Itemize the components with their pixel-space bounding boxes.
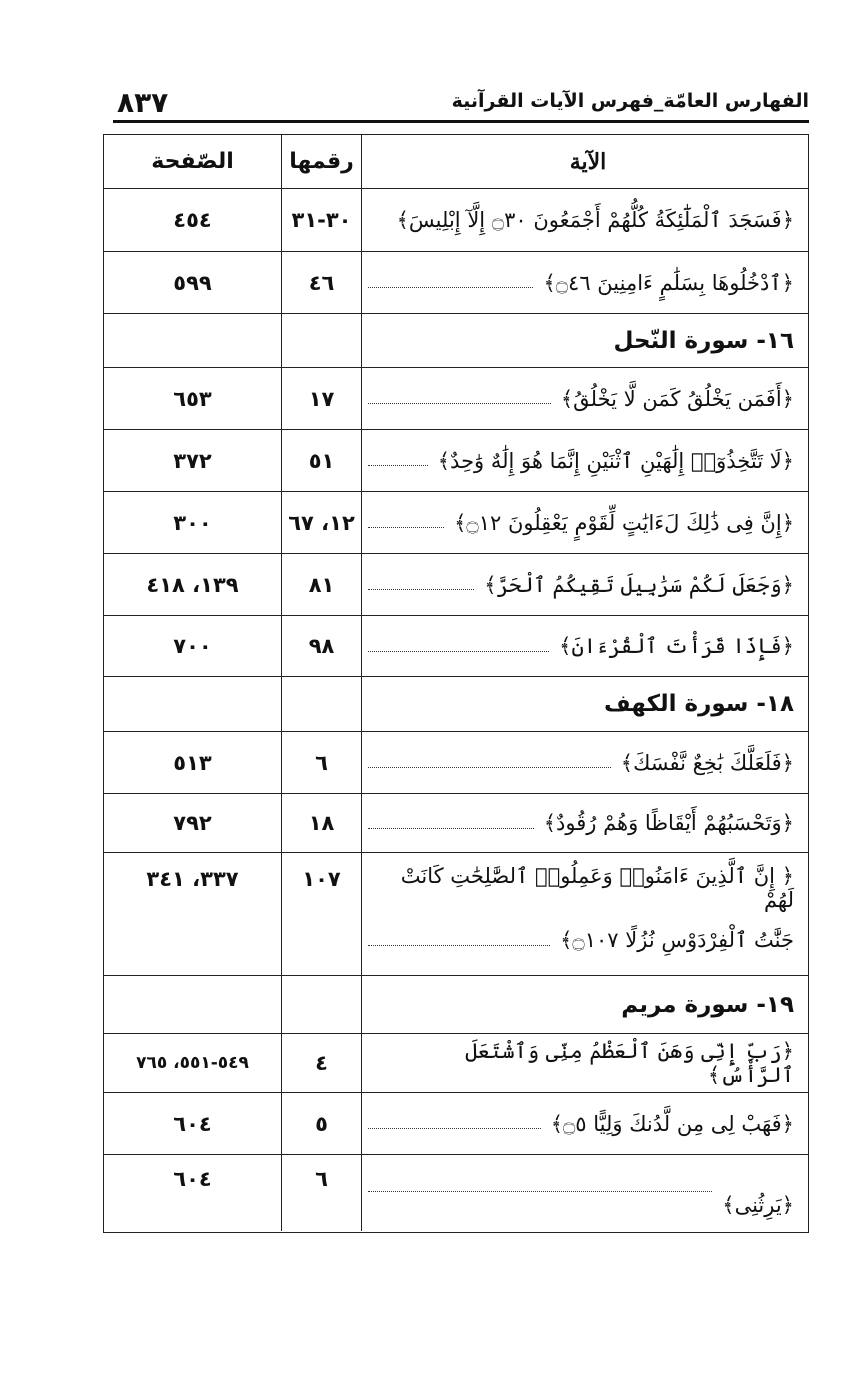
verse-number-cell: ٥١ xyxy=(281,430,362,491)
verse-text: ﴿لَا تَتَّخِذُوٓا۟ إِلَٰهَيْنِ ٱثْنَيْنِ إِنَّمَا هُوَ إِلَٰهٌ وَٰحِدٌ﴾ xyxy=(437,448,794,473)
table-row xyxy=(104,616,808,677)
running-title: الفهارس العامّة_فهرس الآيات القرآنية xyxy=(451,90,809,112)
verse-text: ﴿ٱدْخُلُوهَا بِسَلَٰمٍ ءَامِنِينَ ۝٤٦﴾ xyxy=(543,270,794,295)
header-rule xyxy=(113,120,809,123)
verse-text: ﴿رَبِّ إِنِّى وَهَنَ ٱلْعَظْمُ مِنِّى وَٱشْتَعَلَ ٱلرَّأْسُ﴾ xyxy=(465,1039,794,1087)
table-row xyxy=(104,794,808,853)
verse-number-cell: ٨١ xyxy=(281,554,362,615)
verse-text: ﴿وَتَحْسَبُهُمْ أَيْقَاظًا وَهُمْ رُقُودٌ﴾ xyxy=(543,811,794,835)
verse-text: ﴿فَإِذَا قَرَأْتَ ٱلْقُرْءَانَ﴾ xyxy=(559,634,794,658)
column-header-number: رقمها xyxy=(281,135,362,188)
verse-number-cell xyxy=(281,677,362,731)
verse-text: ﴿يَرِثُنِى﴾ xyxy=(722,1193,794,1217)
column-header-verse: الآية xyxy=(569,148,607,175)
leader-dots xyxy=(368,287,533,288)
leader-dots xyxy=(368,1128,541,1129)
page-cell: ٣٣٧، ٣٤١ xyxy=(146,867,239,891)
verse-line xyxy=(368,862,794,914)
verse-line xyxy=(368,914,794,966)
verse-text: ﴿فَسَجَدَ ٱلْمَلَٰٓئِكَةُ كُلُّهُمْ أَجْمَعُونَ ۝٣٠ إِلَّآ إِبْلِيسَ﴾ xyxy=(396,208,794,232)
surah-title: ١٩- سورة مريم xyxy=(621,991,794,1018)
page-cell: ٦٥٣ xyxy=(173,386,212,411)
verse-text: ﴿فَلَعَلَّكَ بَٰخِعٌ نَّفْسَكَ﴾ xyxy=(620,750,794,775)
leader-dots xyxy=(368,1191,712,1192)
page-cell xyxy=(104,314,281,367)
page-cell: ٥١٣ xyxy=(173,750,212,775)
verse-cell xyxy=(362,616,808,676)
verse-cell xyxy=(362,554,808,615)
verse-number-cell xyxy=(281,314,362,367)
verse-cell xyxy=(362,492,808,553)
verse-text: ﴿إِنَّ فِى ذَٰلِكَ لَءَايَٰتٍ لِّقَوْمٍ يَعْقِلُونَ ۝١٢﴾ xyxy=(454,510,794,535)
verse-cell xyxy=(362,1155,808,1231)
page-cell: ١٣٩، ٤١٨ xyxy=(146,572,239,597)
page-cell: ٦٠٤ xyxy=(173,1167,212,1191)
page-number: ٨٣٧ xyxy=(117,86,169,119)
table-row xyxy=(104,1034,808,1093)
verse-number-cell: ٦ xyxy=(281,1155,362,1231)
verse-number-cell: ١٧ xyxy=(281,368,362,429)
verse-cell xyxy=(362,189,808,251)
verse-cell xyxy=(362,430,808,491)
table-row xyxy=(104,732,808,794)
surah-heading-row xyxy=(104,976,808,1034)
page-cell xyxy=(104,677,281,731)
leader-dots xyxy=(368,403,551,404)
table-row xyxy=(104,368,808,430)
verse-text: ﴿وَجَعَلَ لَكُمْ سَرَٰبِيلَ تَقِيكُمُ ٱلْحَرَّ﴾ xyxy=(484,572,794,597)
table-row xyxy=(104,1155,808,1231)
verse-cell xyxy=(362,853,808,975)
verse-index-table xyxy=(103,134,809,1233)
table-row xyxy=(104,853,808,976)
verse-number-cell: ٥ xyxy=(281,1093,362,1154)
verse-number-cell xyxy=(281,976,362,1033)
verse-cell xyxy=(362,732,808,793)
column-header-page: الصّفحة xyxy=(151,149,234,174)
verse-number-cell: ٤ xyxy=(281,1034,362,1092)
verse-number-cell: ٣٠-٣١ xyxy=(281,189,362,251)
table-row xyxy=(104,189,808,252)
leader-dots xyxy=(368,589,474,590)
surah-heading-row xyxy=(104,677,808,732)
leader-dots xyxy=(368,651,549,652)
table-row xyxy=(104,492,808,554)
verse-number-cell: ٦ xyxy=(281,732,362,793)
page-cell xyxy=(104,976,281,1033)
page-cell: ٣٠٠ xyxy=(173,510,212,535)
surah-title: ١٦- سورة النّحل xyxy=(613,327,794,354)
table-row xyxy=(104,252,808,314)
verse-cell xyxy=(362,1034,808,1092)
verse-cell xyxy=(362,368,808,429)
page-cell: ٤٥٤ xyxy=(173,208,212,232)
leader-dots xyxy=(368,828,534,829)
leader-dots xyxy=(368,945,550,946)
verse-number-cell: ٤٦ xyxy=(281,252,362,313)
verse-cell xyxy=(362,1093,808,1154)
surah-title: ١٨- سورة الكهف xyxy=(604,691,794,717)
verse-number-cell: ١٢، ٦٧ xyxy=(281,492,362,553)
page-header xyxy=(113,86,809,120)
verse-text: ﴿أَفَمَن يَخْلُقُ كَمَن لَّا يَخْلُقُ﴾ xyxy=(560,386,794,411)
verse-text: ﴿ إِنَّ ٱلَّذِينَ ءَامَنُوا۟ وَعَمِلُوا۟ ٱلصَّٰلِحَٰتِ كَانَتْ لَهُمْ xyxy=(400,864,794,912)
page-cell: ٣٧٢ xyxy=(173,448,212,473)
verse-cell xyxy=(362,794,808,852)
verse-text: جَنَّٰتُ ٱلْفِرْدَوْسِ نُزُلًا ۝١٠٧﴾ xyxy=(560,928,794,952)
verse-cell xyxy=(362,252,808,313)
page-cell: ٦٠٤ xyxy=(173,1111,212,1136)
verse-number-cell: ١٠٧ xyxy=(281,853,362,975)
verse-number-cell: ١٨ xyxy=(281,794,362,852)
leader-dots xyxy=(368,767,611,768)
surah-heading-row xyxy=(104,314,808,368)
page-cell: ٥٩٩ xyxy=(173,270,212,295)
table-row xyxy=(104,1093,808,1155)
leader-dots xyxy=(368,465,428,466)
verse-text: ﴿فَهَبْ لِى مِن لَّدُنكَ وَلِيًّا ۝٥﴾ xyxy=(550,1111,794,1136)
page-cell: ٧٩٢ xyxy=(173,811,212,835)
table-header-row xyxy=(104,135,808,189)
table-row xyxy=(104,430,808,492)
verse-number-cell: ٩٨ xyxy=(281,616,362,676)
page-cell: ٧٠٠ xyxy=(173,634,212,658)
page-cell: ٥٤٩-٥٥١، ٧٦٥ xyxy=(136,1053,249,1073)
table-row xyxy=(104,554,808,616)
leader-dots xyxy=(368,527,444,528)
